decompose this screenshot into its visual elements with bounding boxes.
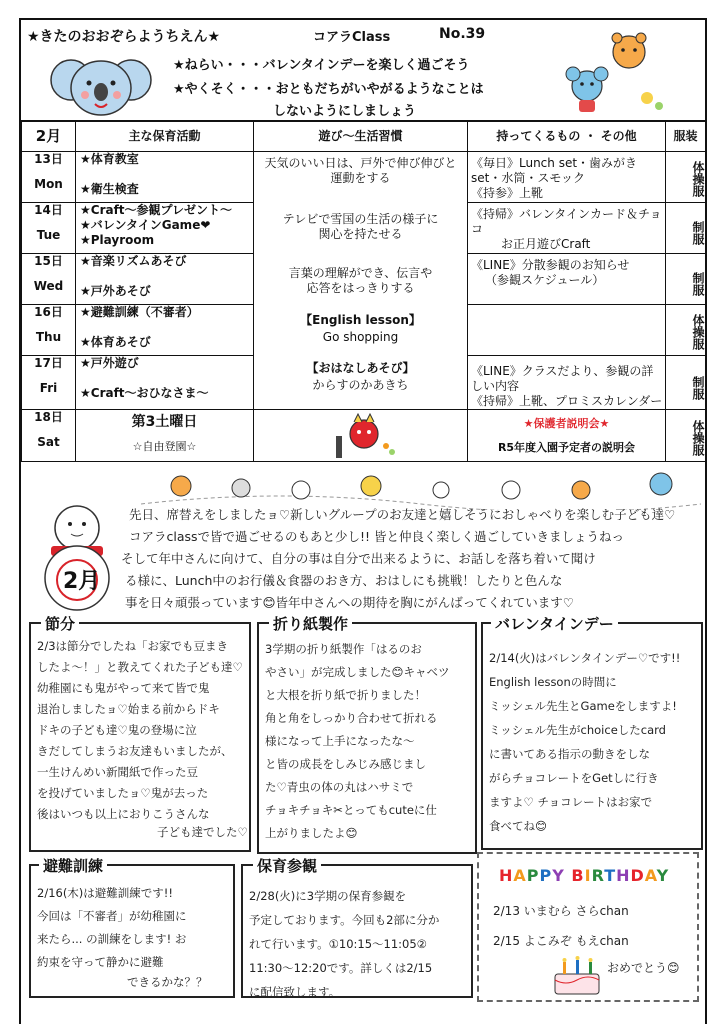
belongings-18: ★保護者説明会★ R5年度入園予定者の説明会 <box>468 410 666 462</box>
header <box>21 20 705 122</box>
activities-18: 第3土曜日 ☆自由登園☆ <box>76 410 254 462</box>
header-activities: 主な保育活動 <box>76 121 254 152</box>
valentine-section <box>481 615 703 850</box>
belongings-14: 《持帰》バレンタインカード＆チョコ お正月遊びCraft <box>468 203 666 254</box>
header-uniform: 服装 <box>666 121 706 152</box>
setsubun-title: 節分 <box>41 613 79 634</box>
origami-title: 折り紙製作 <box>269 613 352 634</box>
birthday-entry: 2/13 いまむら さらchan <box>493 904 629 918</box>
header-belongings: 持ってくるもの ・ その他 <box>468 121 666 152</box>
intro-line: そして年中さんに向けて、自分の事は自分で出来るように、お話しを落ち着いて聞け <box>121 551 596 566</box>
day-cell-18: 18日 Sat <box>22 410 76 462</box>
animal-parade-icon <box>141 460 701 510</box>
weekly-schedule-table <box>21 120 706 462</box>
uniform-14: 制服 <box>666 203 706 254</box>
observation-day-section <box>241 857 473 999</box>
aim-line: ★ねらい・・・バレンタインデーを楽しく過ごそう <box>173 58 470 73</box>
promise-line-2: しないようにしましょう <box>273 104 417 119</box>
drill-title: 避難訓練 <box>39 855 107 876</box>
activities-14: ★Craft～参観プレゼント～ ★バレンタインGame❤ ★Playroom <box>76 203 254 254</box>
activities-17: ★戸外遊び ★Craft～おひなさま～ <box>76 356 254 410</box>
uniform-16: 体操服 <box>666 305 706 356</box>
observation-title: 保育参観 <box>253 855 321 876</box>
day-cell-14: 14日 Tue <box>22 203 76 254</box>
valentine-title: バレンタインデー <box>491 613 618 634</box>
birthday-list <box>493 896 629 956</box>
activities-16: ★避難訓練（不審者） ★体育あそび <box>76 305 254 356</box>
animal-friends-icon <box>549 28 669 116</box>
observation-body: 2/28(火)に3学期の保育参観を 予定しております。今回も2部に分か れて行います。①10:15～11:05② 11:30～12:20です。詳しくは2/15 に配信致します。 <box>249 889 440 999</box>
uniform-13: 体操服 <box>666 152 706 203</box>
uniform-17: 制服 <box>666 356 706 410</box>
birthday-cake-icon <box>549 952 605 998</box>
intro-message <box>121 504 701 614</box>
activities-15: ★音楽リズムあそび ★戸外あそび <box>76 254 254 305</box>
month-badge: 2月 <box>63 569 101 594</box>
belongings-13: 《毎日》Lunch set・歯みがきset・水筒・スモック 《持参》上靴 <box>468 152 666 203</box>
uniform-15: 制服 <box>666 254 706 305</box>
class-name: コアラClass <box>313 30 391 45</box>
issue-number: No.39 <box>439 26 486 42</box>
setsubun-section <box>29 615 251 852</box>
play-cell-18 <box>254 410 468 462</box>
intro-line: 先日、席替えをしましたョ♡新しいグループのお友達と嬉しそうにおしゃべりを楽しむ子ども達♡ <box>129 507 676 522</box>
birthday-title: HAPPY BIRTHDAY <box>499 866 670 885</box>
day-cell-17: 17日 Fri <box>22 356 76 410</box>
congratulations-text: おめでとう😊 <box>607 961 680 975</box>
drill-body: 2/16(木)は避難訓練です!! 今回は「不審者」が幼稚園に 来たら... の訓練をします! お 約束を守って静かに避難 できるかな？？ <box>37 886 208 989</box>
birthday-entry: 2/15 よこみぞ もえchan <box>493 934 629 948</box>
newsletter-page <box>19 18 707 1024</box>
day-cell-13: 13日 Mon <box>22 152 76 203</box>
play-cell: 天気のいい日は、戸外で伸び伸びと 運動をする テレビで雪国の生活の様子に 関心を持たせる 言葉の理解ができ、伝言や 応答をはっきりする 【English lesson】 Go shopping 【おはなしあそび】 からすのかあきち <box>254 152 468 410</box>
header-play: 遊び～生活習慣 <box>254 121 468 152</box>
evacuation-drill-section <box>29 857 235 998</box>
intro-line: コアラclassで皆で過ごせるのもあと少し!! 皆と仲良く楽しく過ごしていきましょうねっ <box>129 529 625 544</box>
origami-section <box>257 615 477 854</box>
school-name: ★きたのおおぞらようちえん★ <box>27 29 221 45</box>
activities-13: ★体育教室 ★衛生検査 <box>76 152 254 203</box>
origami-body: 3学期の折り紙製作「はるのお やさい」が完成しました😊キャベツ と大根を折り紙で折りました！ 角と角をしっかり合わせて折れる 様になって上手になったな～ と皆の成長をしみじみ感じまし た♡青虫の体の丸はハサミで チョキチョキ✂とってもcuteに仕 上がりましたよ😊 <box>265 642 450 840</box>
belongings-15: 《LINE》分散参観のお知らせ （参観スケジュール） <box>468 254 666 305</box>
uniform-18: 体操服 <box>666 410 706 462</box>
setsubun-body: 2/3は節分でしたね「お家でも豆まき したよ～！」と教えてくれた子ども達♡ 幼稚園にも鬼がやって来て皆で鬼 退治しましたョ♡始まる前からドキ ドキの子ども達♡鬼の登場に泣 きだしてしまうお友達もいましたが、 一生けんめい新聞紙で作った豆 を投げていましたョ♡鬼が去った 後はいつも以上におりこうさんな 子ども達でした♡ <box>37 639 248 839</box>
intro-line: る様に、Lunch中のお行儀＆食器のおき方、おはしにも挑戦！したりと色んな <box>125 573 563 588</box>
birthday-section <box>477 852 699 1002</box>
belongings-17: 《LINE》クラスだより、参観の詳しい内容 《持帰》上靴、プロミスカレンダー <box>468 356 666 410</box>
intro-line: 事を日々頑張っています😊皆年中さんへの期待を胸にがんばってくれています♡ <box>125 595 574 610</box>
valentine-body: 2/14(火)はバレンタインデー♡です!! English lessonの時間に ミッシェル先生とGameをしますよ! ミッシェル先生がchoiceしたcard に書いてある指示の動きをしな がらチョコレートをGetしに行き ますよ♡ チョコレートはお家で 食べてね😊 <box>489 651 681 833</box>
header-month: 2月 <box>22 121 76 152</box>
koala-icon <box>49 50 153 116</box>
day-cell-15: 15日 Wed <box>22 254 76 305</box>
promise-line-1: ★やくそく・・・おともだちがいやがるようなことは <box>173 82 484 97</box>
belongings-16 <box>468 305 666 356</box>
day-cell-16: 16日 Thu <box>22 305 76 356</box>
oni-demon-icon <box>324 412 404 460</box>
